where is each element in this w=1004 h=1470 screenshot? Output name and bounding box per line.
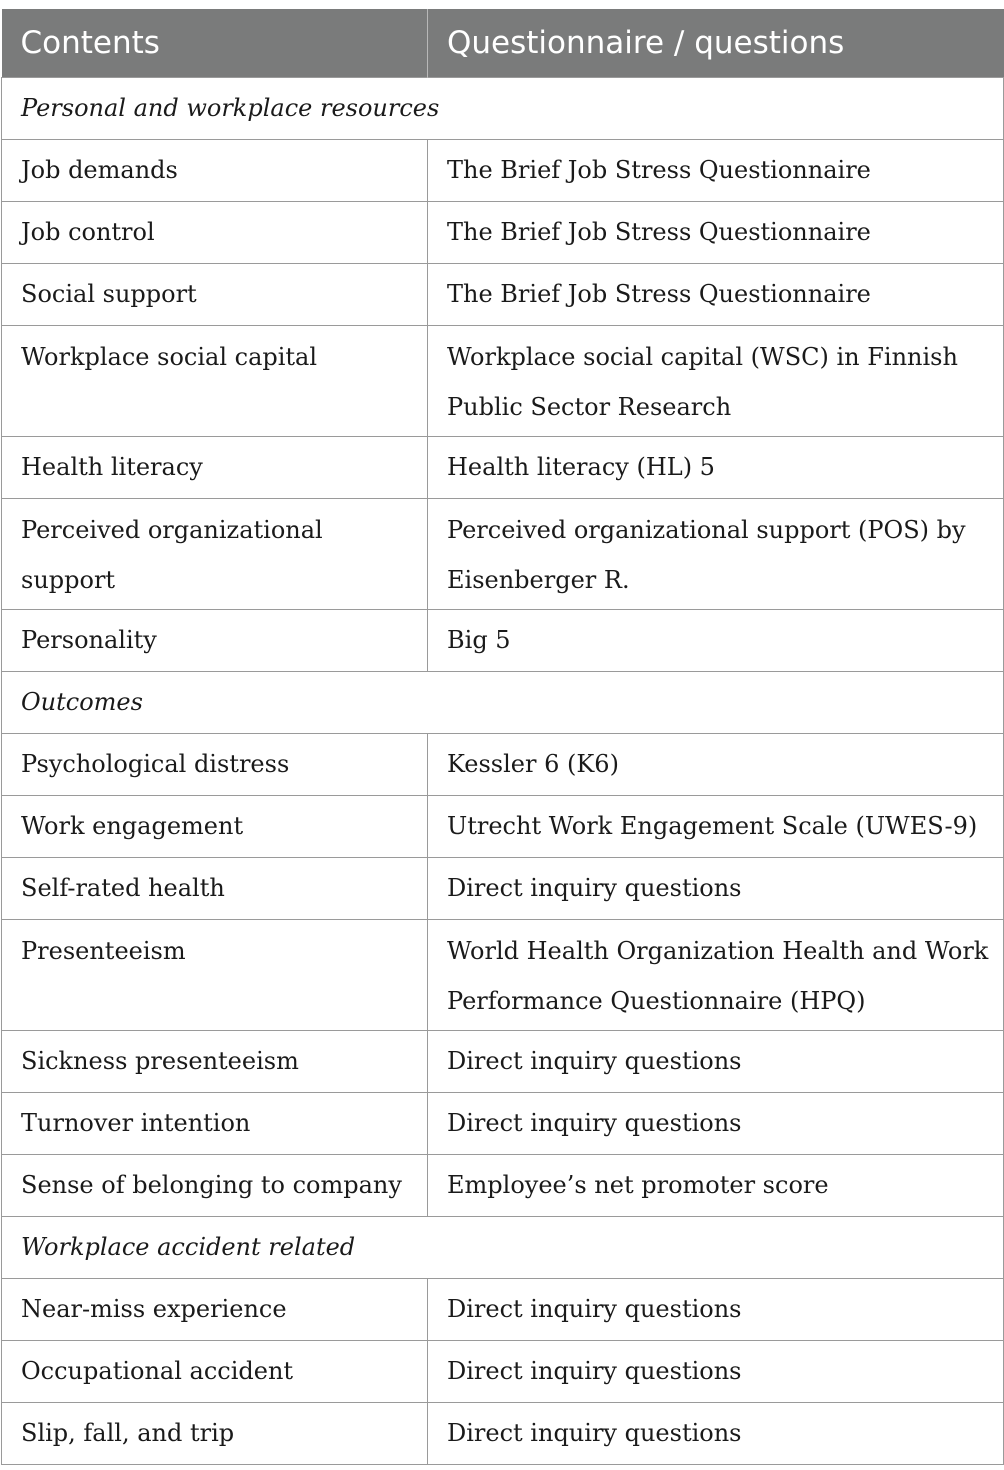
table-row (2, 1030, 1004, 1092)
table-row (2, 733, 1004, 795)
questionnaire-cell: Direct inquiry questions (428, 1030, 1004, 1092)
content-cell: Work engagement (2, 795, 428, 857)
content-cell: Sickness presenteeism (2, 1030, 428, 1092)
section-title: Personal and workplace resources (2, 77, 1004, 139)
content-cell: Near-miss experience (2, 1278, 428, 1340)
table-row (2, 857, 1004, 919)
questionnaire-cell: The Brief Job Stress Questionnaire (428, 139, 1004, 201)
section-title: Outcomes (2, 671, 1004, 733)
questionnaire-cell: Big 5 (428, 609, 1004, 671)
table-row (2, 325, 1004, 436)
questionnaire-cell: The Brief Job Stress Questionnaire (428, 263, 1004, 325)
table-row (2, 263, 1004, 325)
content-cell: Self-rated health (2, 857, 428, 919)
questionnaire-cell: Direct inquiry questions (428, 1278, 1004, 1340)
questionnaire-cell: Utrecht Work Engagement Scale (UWES-9) (428, 795, 1004, 857)
content-cell: Slip, fall, and trip (2, 1402, 428, 1464)
questionnaire-cell: Employee’s net promoter score (428, 1154, 1004, 1216)
table-row (2, 436, 1004, 498)
content-cell: Turnover intention (2, 1092, 428, 1154)
questionnaire-cell: Health literacy (HL) 5 (428, 436, 1004, 498)
table-row (2, 609, 1004, 671)
content-cell: Personality (2, 609, 428, 671)
header-row (2, 9, 1004, 77)
table-row (2, 498, 1004, 609)
section-row (2, 77, 1004, 139)
questionnaire-cell: Kessler 6 (K6) (428, 733, 1004, 795)
table-row (2, 139, 1004, 201)
questionnaire-cell: Direct inquiry questions (428, 1092, 1004, 1154)
header-questionnaire: Questionnaire / questions (428, 9, 1004, 77)
content-cell: Workplace social capital (2, 325, 428, 436)
table-row (2, 1092, 1004, 1154)
content-cell: Occupational accident (2, 1340, 428, 1402)
table-header (2, 9, 1004, 77)
content-cell: Presenteeism (2, 919, 428, 1030)
table-row (2, 919, 1004, 1030)
table-body (2, 77, 1004, 1464)
header-contents: Contents (2, 9, 428, 77)
table-row (2, 1278, 1004, 1340)
section-title: Workplace accident related (2, 1216, 1004, 1278)
questionnaire-cell: Direct inquiry questions (428, 1402, 1004, 1464)
questionnaire-cell: Workplace social capital (WSC) in Finnish Public Sector Research (428, 325, 1004, 436)
table-row (2, 1402, 1004, 1464)
questionnaire-table (1, 9, 1004, 1465)
content-cell: Job demands (2, 139, 428, 201)
questionnaire-cell: World Health Organization Health and Work Performance Questionnaire (HPQ) (428, 919, 1004, 1030)
questionnaire-cell: Direct inquiry questions (428, 857, 1004, 919)
content-cell: Perceived organizational support (2, 498, 428, 609)
content-cell: Social support (2, 263, 428, 325)
content-cell: Health literacy (2, 436, 428, 498)
content-cell: Job control (2, 201, 428, 263)
table-row (2, 1154, 1004, 1216)
section-row (2, 1216, 1004, 1278)
table-row (2, 201, 1004, 263)
content-cell: Psychological distress (2, 733, 428, 795)
section-row (2, 671, 1004, 733)
questionnaire-cell: The Brief Job Stress Questionnaire (428, 201, 1004, 263)
questionnaire-cell: Perceived organizational support (POS) by Eisenberger R. (428, 498, 1004, 609)
table-row (2, 795, 1004, 857)
questionnaire-cell: Direct inquiry questions (428, 1340, 1004, 1402)
table-row (2, 1340, 1004, 1402)
content-cell: Sense of belonging to company (2, 1154, 428, 1216)
